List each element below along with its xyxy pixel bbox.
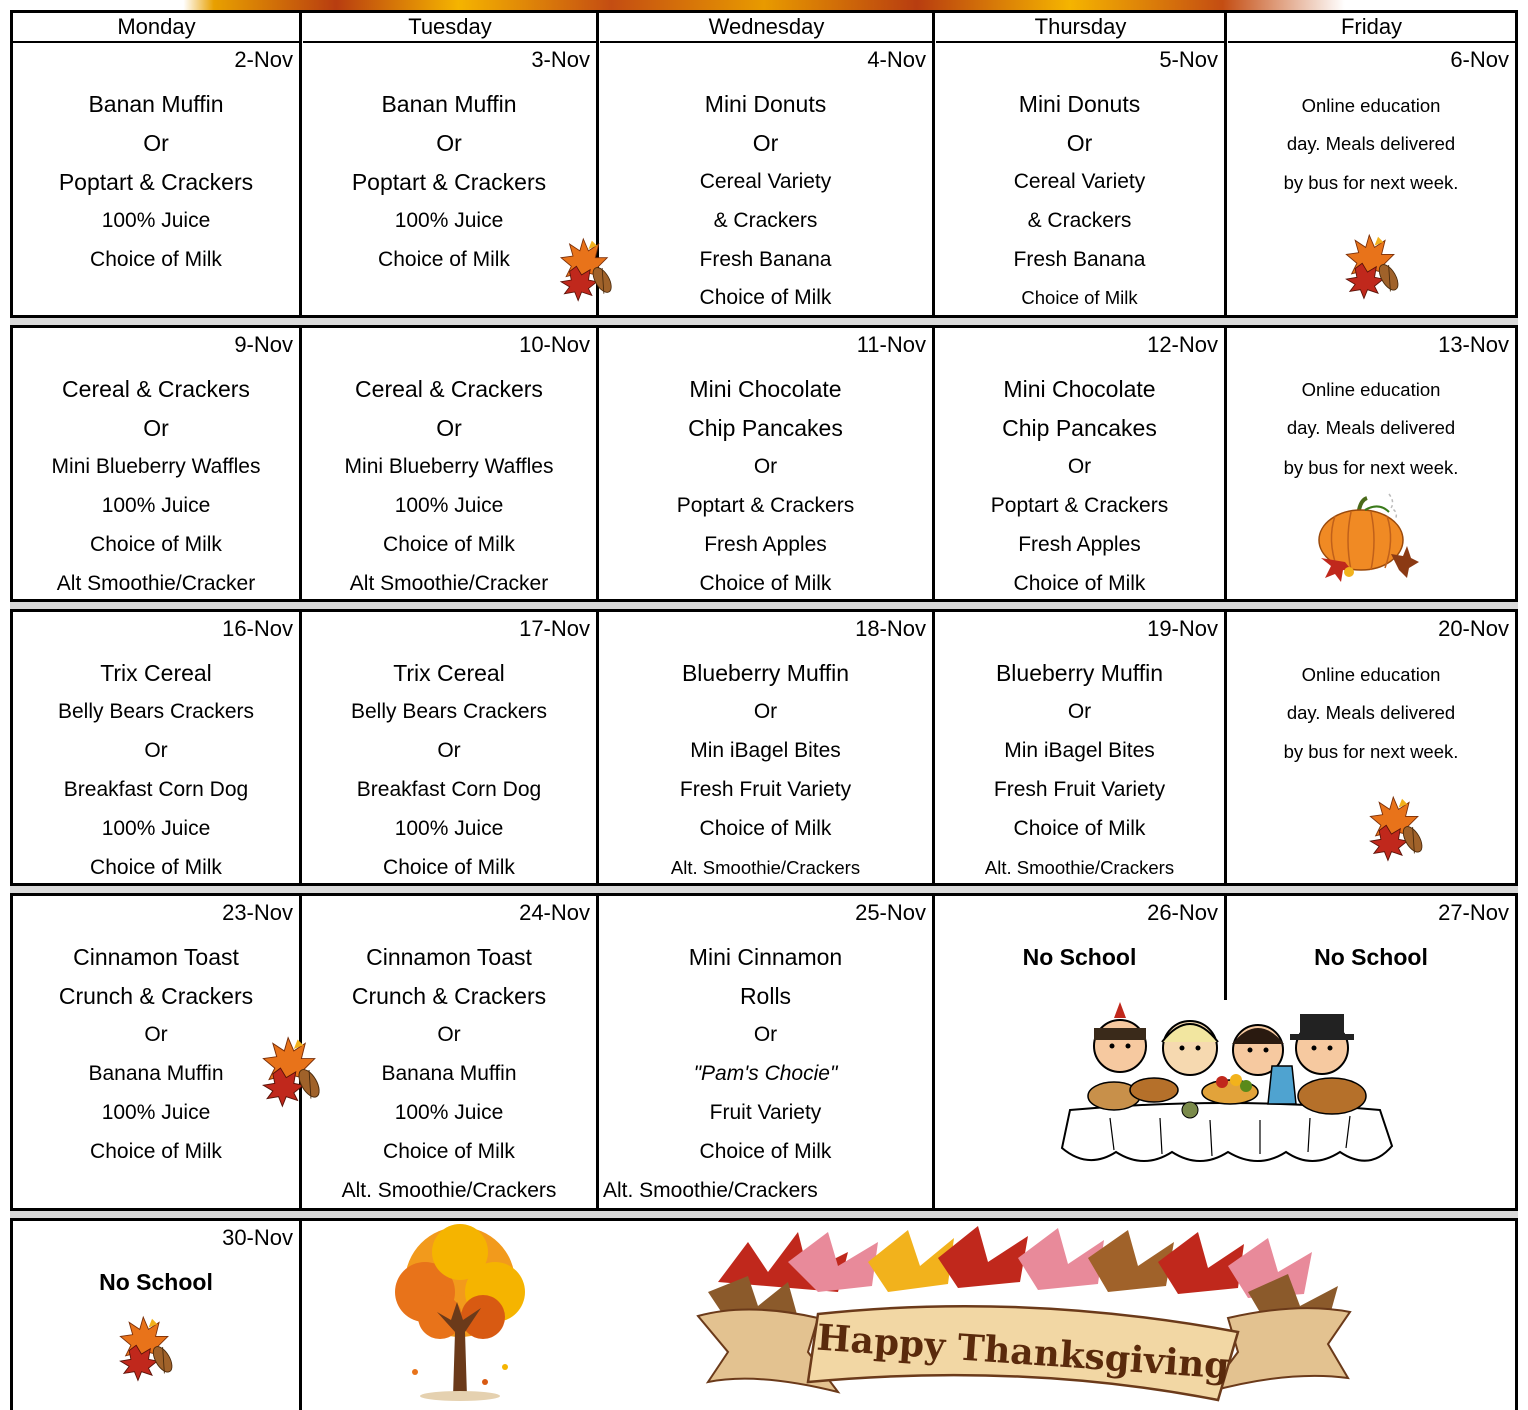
menu-line: Cinnamon Toast	[73, 944, 239, 970]
menu-line: Banan Muffin	[381, 91, 517, 117]
menu-line: Choice of Milk	[383, 533, 515, 556]
menu-line: Belly Bears Crackers	[57, 700, 255, 723]
header-wednesday: Wednesday	[600, 10, 933, 43]
date-label: 5-Nov	[1159, 47, 1218, 72]
menu-line: 100% Juice	[101, 1101, 211, 1124]
menu-line: 100% Juice	[394, 494, 504, 517]
menu-line: "Pam's Chocie"	[693, 1062, 838, 1085]
header-friday: Friday	[1228, 10, 1515, 43]
menu-line: Choice of Milk	[90, 1140, 222, 1163]
date-label: 30-Nov	[222, 1225, 293, 1250]
autumn-tree-illustration	[385, 1222, 535, 1402]
menu-line: Alt. Smoothie/Crackers	[603, 1179, 818, 1202]
date-label: 19-Nov	[1147, 616, 1218, 641]
menu-line: Or	[753, 700, 778, 723]
menu-line: Choice of Milk	[90, 248, 222, 271]
menu-line: & Crackers	[713, 209, 818, 232]
menu-line: Or	[144, 1023, 168, 1046]
day-cell	[13, 45, 299, 315]
day-cell	[302, 45, 596, 315]
date-label: 3-Nov	[531, 47, 590, 72]
menu-line: Mini Blueberry Waffles	[344, 455, 554, 478]
week-separator	[10, 315, 1518, 328]
menu-line: Poptart & Crackers	[58, 169, 254, 195]
menu-line: Or	[143, 415, 169, 441]
menu-line: Choice of Milk	[699, 817, 832, 840]
menu-line: day. Meals delivered	[1286, 702, 1456, 723]
menu-line: Choice of Milk	[699, 286, 832, 309]
date-label: 25-Nov	[855, 900, 926, 925]
menu-line: Mini Cinnamon	[688, 944, 843, 970]
date-label: 10-Nov	[519, 332, 590, 357]
autumn-leaves-icon	[1340, 228, 1402, 302]
menu-line: Choice of Milk	[383, 856, 515, 879]
day-cell	[599, 898, 932, 1208]
menu-line: Banan Muffin	[88, 91, 224, 117]
date-label: 16-Nov	[222, 616, 293, 641]
pilgrim-faces	[1094, 1002, 1354, 1075]
menu-line: Choice of Milk	[383, 1140, 515, 1163]
menu-line: Choice of Milk	[1021, 287, 1138, 308]
menu-line: Cereal & Crackers	[62, 376, 250, 402]
menu-line: Or	[752, 130, 779, 156]
header-monday: Monday	[13, 10, 300, 43]
menu-line: 100% Juice	[101, 209, 211, 232]
menu-line: Crunch & Crackers	[351, 983, 547, 1009]
menu-line: 100% Juice	[394, 817, 504, 840]
menu-line: day. Meals delivered	[1286, 133, 1456, 154]
menu-line: Or	[753, 1023, 778, 1046]
date-label: 11-Nov	[856, 332, 926, 357]
menu-line: Mini Blueberry Waffles	[51, 455, 261, 478]
menu-line: Alt Smoothie/Cracker	[349, 572, 549, 595]
date-label: 18-Nov	[855, 616, 926, 641]
menu-line: Choice of Milk	[90, 533, 222, 556]
menu-line: Banana Muffin	[88, 1062, 224, 1085]
menu-line: Banana Muffin	[381, 1062, 517, 1085]
menu-line: Cereal Variety	[1013, 170, 1146, 193]
day-cell	[13, 330, 299, 599]
menu-line: by bus for next week.	[1283, 172, 1459, 193]
date-label: 20-Nov	[1438, 616, 1509, 641]
header-thursday: Thursday	[936, 10, 1225, 43]
day-cell	[599, 330, 932, 599]
menu-line: Choice of Milk	[699, 572, 832, 595]
menu-line: Fruit Variety	[709, 1101, 822, 1124]
menu-line: Or	[1067, 700, 1092, 723]
date-label: 13-Nov	[1438, 332, 1509, 357]
day-cell	[302, 330, 596, 599]
date-label: 6-Nov	[1450, 47, 1509, 72]
menu-line: Online education	[1301, 664, 1441, 685]
menu-line: Fresh Fruit Variety	[993, 778, 1166, 801]
no-school-label: No School	[1314, 944, 1428, 970]
menu-line: Mini Donuts	[1018, 91, 1141, 117]
week-separator	[10, 883, 1518, 896]
date-label: 12-Nov	[1147, 332, 1218, 357]
menu-line: by bus for next week.	[1283, 457, 1459, 478]
menu-line: Choice of Milk	[378, 248, 510, 271]
banner-text: Happy Thanksgiving	[815, 1316, 1231, 1388]
menu-line: 100% Juice	[101, 494, 211, 517]
menu-line: day. Meals delivered	[1286, 417, 1456, 438]
day-cell	[935, 45, 1224, 315]
autumn-leaves-icon	[112, 1310, 178, 1384]
menu-line: Or	[143, 130, 169, 156]
menu-line: Breakfast Corn Dog	[356, 778, 542, 801]
date-label: 4-Nov	[867, 47, 926, 72]
menu-line: Fresh Apples	[1018, 533, 1141, 556]
menu-line: Alt. Smoothie/Crackers	[670, 857, 861, 878]
menu-line: Cereal Variety	[699, 170, 832, 193]
menu-line: Alt Smoothie/Cracker	[56, 572, 256, 595]
menu-line: Chip Pancakes	[1002, 415, 1157, 441]
menu-line: by bus for next week.	[1283, 741, 1459, 762]
date-label: 26-Nov	[1147, 900, 1218, 925]
menu-line: Cinnamon Toast	[366, 944, 532, 970]
autumn-leaves-icon	[553, 232, 617, 304]
day-cell	[599, 614, 932, 883]
menu-line: Breakfast Corn Dog	[63, 778, 249, 801]
menu-line: & Crackers	[1027, 209, 1132, 232]
menu-line: Poptart & Crackers	[990, 494, 1169, 517]
autumn-leaves-icon	[255, 1030, 325, 1110]
menu-line: Or	[753, 455, 778, 478]
no-school-label: No School	[1022, 944, 1137, 970]
menu-line: 100% Juice	[394, 209, 504, 232]
date-label: 23-Nov	[222, 900, 293, 925]
menu-line: Mini Chocolate	[689, 376, 842, 402]
menu-line: Or	[1067, 455, 1092, 478]
day-cell	[935, 330, 1224, 599]
day-cell	[935, 898, 1224, 998]
menu-line: Mini Donuts	[704, 91, 827, 117]
autumn-leaves-icon	[1364, 790, 1426, 864]
day-cell	[935, 614, 1224, 883]
menu-line: 100% Juice	[101, 817, 211, 840]
date-label: 9-Nov	[234, 332, 293, 357]
day-cell	[599, 45, 932, 315]
week-separator	[10, 1208, 1518, 1221]
menu-line: Poptart & Crackers	[676, 494, 855, 517]
top-decoration-strip	[0, 0, 1528, 10]
menu-line: Chip Pancakes	[688, 415, 843, 441]
date-label: 17-Nov	[519, 616, 590, 641]
menu-line: Or	[144, 739, 168, 762]
menu-line: Crunch & Crackers	[58, 983, 254, 1009]
menu-line: Choice of Milk	[1013, 817, 1146, 840]
menu-line: Fresh Banana	[699, 248, 832, 271]
menu-line: Choice of Milk	[90, 856, 222, 879]
menu-line: Alt. Smoothie/Crackers	[984, 857, 1175, 878]
menu-line: Cereal & Crackers	[355, 376, 543, 402]
menu-line: 100% Juice	[394, 1101, 504, 1124]
menu-line: Blueberry Muffin	[681, 660, 850, 686]
pumpkin-icon	[1305, 488, 1420, 583]
menu-line: Min iBagel Bites	[1004, 739, 1155, 762]
menu-line: Or	[436, 130, 462, 156]
menu-line: Belly Bears Crackers	[350, 700, 548, 723]
day-cell	[1227, 898, 1515, 998]
menu-line: Online education	[1301, 95, 1441, 116]
menu-line: Trix Cereal	[393, 660, 505, 686]
menu-line: Blueberry Muffin	[995, 660, 1164, 686]
menu-line: Rolls	[739, 983, 792, 1009]
menu-line: Online education	[1301, 379, 1441, 400]
week-separator	[10, 599, 1518, 612]
menu-line: Mini Chocolate	[1003, 376, 1156, 402]
header-tuesday: Tuesday	[303, 10, 597, 43]
menu-line: Poptart & Crackers	[351, 169, 547, 195]
menu-line: Fresh Fruit Variety	[679, 778, 852, 801]
menu-line: Or	[437, 739, 461, 762]
day-cell	[302, 898, 596, 1208]
day-cell	[302, 614, 596, 883]
menu-line: Choice of Milk	[1013, 572, 1146, 595]
menu-line: Trix Cereal	[100, 660, 212, 686]
menu-line: Or	[436, 415, 462, 441]
thanksgiving-table-illustration	[1050, 1000, 1400, 1172]
menu-line: Choice of Milk	[699, 1140, 832, 1163]
menu-line: Fresh Apples	[704, 533, 827, 556]
menu-line: Alt. Smoothie/Crackers	[341, 1179, 557, 1202]
date-label: 24-Nov	[519, 900, 590, 925]
day-cell	[13, 614, 299, 883]
no-school-label: No School	[99, 1269, 213, 1295]
date-label: 2-Nov	[234, 47, 293, 72]
happy-thanksgiving-banner	[688, 1222, 1358, 1408]
menu-line: Or	[437, 1023, 461, 1046]
date-label: 27-Nov	[1438, 900, 1509, 925]
menu-line: Fresh Banana	[1013, 248, 1146, 271]
menu-line: Or	[1066, 130, 1093, 156]
menu-line: Min iBagel Bites	[690, 739, 841, 762]
